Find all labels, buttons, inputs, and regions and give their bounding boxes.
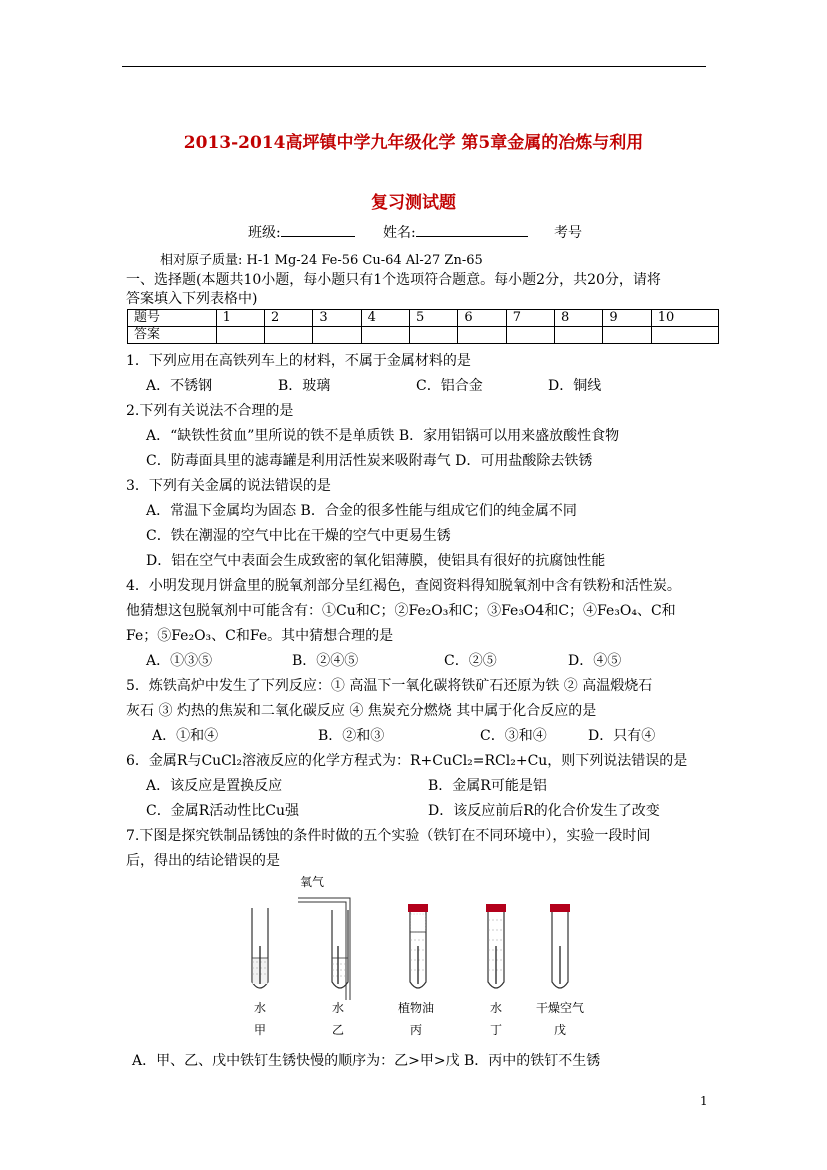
atomic-masses: 相对原子质量: H-1 Mg-24 Fe-56 Cu-64 Al-27 Zn-65: [160, 253, 483, 268]
page-number: 1: [700, 1094, 708, 1108]
answer-cell[interactable]: [361, 327, 409, 344]
q4-line1: 4．小明发现月饼盒里的脱氧剂部分呈红褐色，查阅资料得知脱氧剂中含有铁粉和活性炭。: [126, 578, 681, 594]
test-tube-jia: [252, 908, 268, 988]
q5-option-a: A．①和④: [152, 728, 219, 744]
q3-options-ab: A．常温下金属均为固态 B．合金的很多性能与组成它们的纯金属不同: [146, 503, 577, 519]
page-subtitle: 复习测试题: [371, 193, 456, 213]
tube-label-3: 植物油: [398, 1001, 435, 1015]
q7-line2: 后，得出的结论错误的是: [126, 853, 280, 869]
q1-option-a: A．不锈钢: [146, 378, 213, 394]
q5-line2: 灰石 ③ 灼热的焦炭和二氧化碳反应 ④ 焦炭充分燃烧 其中属于化合反应的是: [126, 703, 597, 719]
table-cell: 4: [361, 310, 409, 327]
answer-cell[interactable]: [264, 327, 312, 344]
table-cell: 10: [651, 310, 718, 327]
q1-option-c: C．铝合金: [416, 378, 483, 394]
answer-cell[interactable]: [506, 327, 554, 344]
q3-option-c: C．铁在潮湿的空气中比在干燥的空气中更易生锈: [146, 528, 451, 544]
header-rule: [122, 66, 706, 67]
page-title: 2013-2014高坪镇中学九年级化学 第5章金属的冶炼与利用: [183, 133, 644, 153]
answer-cell[interactable]: [410, 327, 458, 344]
q2-stem: 2.下列有关说法不合理的是: [126, 403, 294, 419]
q6-option-a: A．该反应是置换反应: [146, 778, 283, 794]
q3-option-d: D．铝在空气中表面会生成致密的氧化铝薄膜，使铝具有很好的抗腐蚀性能: [146, 553, 606, 569]
q6-option-c: C．金属R活动性比Cu强: [146, 803, 299, 819]
section1-heading: 一、选择题(本题共10小题，每小题只有1个选项符合题意。每小题2分，共20分，请将: [126, 272, 661, 288]
q1-option-d: D．铜线: [548, 378, 602, 394]
class-field[interactable]: 班级:: [248, 222, 355, 242]
tube-name-5: 戊: [554, 1023, 567, 1037]
q6-stem: 6．金属R与CuCl₂溶液反应的化学方程式为：R+CuCl₂=RCl₂+Cu，则下列说法错误的是: [126, 753, 688, 769]
q6-option-d: D．该反应前后R的化合价发生了改变: [428, 803, 660, 819]
table-cell: 2: [264, 310, 312, 327]
answer-cell[interactable]: [458, 327, 506, 344]
tube-name-2: 乙: [332, 1023, 345, 1037]
test-tube-wu: [550, 904, 570, 988]
q4-line2: 他猜想这包脱氧剂中可能含有：①Cu和C；②Fe₂O₃和C；③Fe₃O4和C；④Fe₃O₄、C和: [126, 603, 676, 619]
q4-option-a: A．①③⑤: [146, 653, 213, 669]
q4-line3: Fe；⑤Fe₂O₃、C和Fe。其中猜想合理的是: [126, 628, 394, 644]
oxygen-label: 氧气: [300, 875, 325, 889]
q2-options-ab: A．“缺铁性贫血”里所说的铁不是单质铁 B．家用铝锅可以用来盛放酸性食物: [146, 428, 620, 444]
name-field[interactable]: 姓名:: [383, 222, 528, 242]
q3-stem: 3．下列有关金属的说法错误的是: [126, 478, 331, 494]
tube-label-5: 干燥空气: [536, 1001, 585, 1015]
q5-option-d: D．只有④: [588, 728, 656, 744]
table-row: [128, 310, 719, 327]
tube-name-1: 甲: [254, 1023, 267, 1037]
class-blank[interactable]: [281, 222, 355, 237]
table-row: [128, 327, 719, 344]
q2-options-cd: C．防毒面具里的滤毒罐是利用活性炭来吸附毒气 D．可用盐酸除去铁锈: [146, 453, 593, 469]
table-cell: 6: [458, 310, 506, 327]
q5-line1: 5．炼铁高炉中发生了下列反应：① 高温下一氧化碳将铁矿石还原为铁 ② 高温煅烧石: [126, 678, 653, 694]
exam-number-label: 考号: [554, 225, 582, 241]
tube-label-1: 水: [254, 1001, 267, 1015]
test-tube-ding: [486, 904, 506, 988]
tube-label-2: 水: [332, 1001, 345, 1015]
table-cell: 9: [603, 310, 651, 327]
answer-cell[interactable]: [651, 327, 718, 344]
rusting-experiment-figure: [230, 870, 610, 1040]
table-cell: 8: [555, 310, 603, 327]
answer-table: [127, 309, 719, 344]
answer-cell[interactable]: [216, 327, 264, 344]
name-blank[interactable]: [416, 222, 528, 237]
answer-cell[interactable]: [313, 327, 361, 344]
q5-option-c: C．③和④: [480, 728, 547, 744]
q6-option-b: B．金属R可能是铝: [428, 778, 547, 794]
q7-line1: 7.下图是探究铁制品锈蚀的条件时做的五个实验（铁钉在不同环境中），实验一段时间: [126, 828, 651, 844]
q7-options-ab: A．甲、乙、戊中铁钉生锈快慢的顺序为：乙>甲>戊 B．丙中的铁钉不生锈: [132, 1053, 601, 1069]
table-cell: 1: [216, 310, 264, 327]
table-header: 题号: [128, 310, 217, 327]
q4-option-b: B．②④⑤: [292, 653, 359, 669]
q1-option-b: B．玻璃: [278, 378, 331, 394]
test-tube-bing: [408, 904, 428, 988]
tube-label-4: 水: [490, 1001, 503, 1015]
q4-option-d: D．④⑤: [568, 653, 622, 669]
oxygen-tube-icon: [298, 898, 350, 1000]
q4-option-c: C．②⑤: [444, 653, 497, 669]
answer-cell[interactable]: [555, 327, 603, 344]
tube-name-3: 丙: [410, 1023, 423, 1037]
q1-stem: 1．下列应用在高铁列车上的材料，不属于金属材料的是: [126, 353, 471, 369]
section1-heading-cont: 答案填入下列表格中): [126, 291, 258, 307]
table-cell: 5: [410, 310, 458, 327]
q5-option-b: B．②和③: [318, 728, 385, 744]
table-header: 答案: [128, 327, 217, 344]
answer-cell[interactable]: [603, 327, 651, 344]
table-cell: 3: [313, 310, 361, 327]
table-cell: 7: [506, 310, 554, 327]
tube-name-4: 丁: [490, 1023, 503, 1037]
